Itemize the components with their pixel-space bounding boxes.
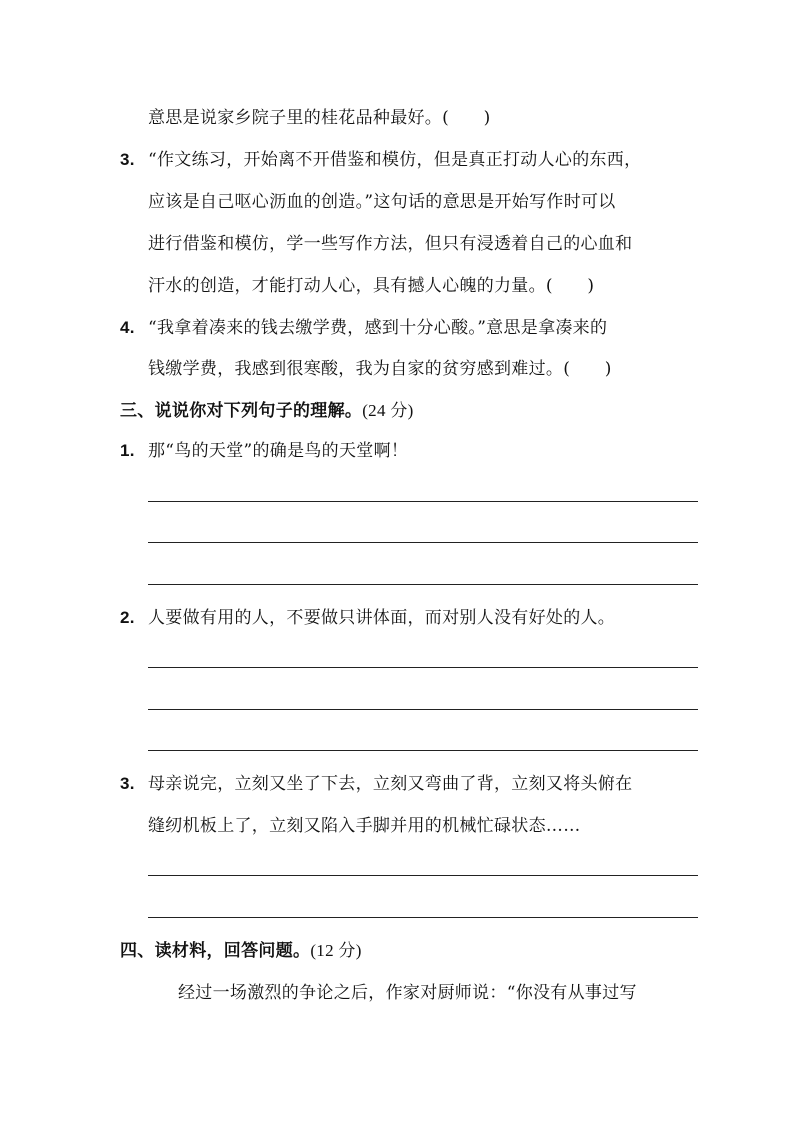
answer-line[interactable] bbox=[148, 709, 698, 710]
s3-item-1 bbox=[120, 439, 408, 463]
section-three-heading bbox=[120, 399, 414, 423]
question-number: 3. bbox=[120, 150, 135, 169]
question-text: 那“鸟的天堂”的确是鸟的天堂啊！ bbox=[148, 441, 409, 461]
s2-q3-line-3 bbox=[148, 232, 632, 256]
question-text: 缝纫机板上了，立刻又陷入手脚并用的机械忙碌状态…… bbox=[148, 816, 581, 836]
s3-item-3-line-1 bbox=[120, 772, 632, 796]
continuation-line bbox=[148, 106, 491, 130]
passage-line-1 bbox=[178, 981, 637, 1005]
s3-item-2 bbox=[120, 606, 615, 630]
question-text: 母亲说完，立刻又坐了下去，立刻又弯曲了背，立刻又将头俯在 bbox=[148, 774, 633, 794]
continuation-text: 意思是说家乡院子里的桂花品种最好。( ) bbox=[148, 108, 491, 128]
s2-q3-line-1 bbox=[120, 148, 641, 172]
passage-text: 经过一场激烈的争论之后，作家对厨师说：“你没有从事过写 bbox=[178, 983, 637, 1003]
question-text: “我拿着凑来的钱去缴学费，感到十分心酸。”意思是拿凑来的 bbox=[148, 318, 608, 338]
question-number: 1. bbox=[120, 441, 135, 460]
question-text: 人要做有用的人，不要做只讲体面，而对别人没有好处的人。 bbox=[148, 608, 616, 628]
section-score: (12 分) bbox=[310, 941, 362, 960]
s2-q4-line-1 bbox=[120, 316, 607, 340]
question-text: 进行借鉴和模仿，学一些写作方法，但只有浸透着自己的心血和 bbox=[148, 234, 633, 254]
answer-line[interactable] bbox=[148, 917, 698, 918]
question-text: “作文练习，开始离不开借鉴和模仿，但是真正打动人心的东西， bbox=[148, 150, 642, 170]
answer-line[interactable] bbox=[148, 875, 698, 876]
answer-line[interactable] bbox=[148, 542, 698, 543]
s2-q3-line-4 bbox=[148, 274, 594, 298]
s3-item-3-line-2 bbox=[148, 814, 581, 838]
question-text: 应该是自己呕心沥血的创造。”这句话的意思是开始写作时可以 bbox=[148, 192, 616, 212]
question-number: 2. bbox=[120, 608, 135, 627]
s2-q3-line-2 bbox=[148, 190, 616, 214]
s2-q4-line-2 bbox=[148, 357, 612, 381]
answer-line[interactable] bbox=[148, 667, 698, 668]
question-number: 3. bbox=[120, 774, 135, 793]
section-score: (24 分) bbox=[362, 401, 414, 420]
question-text: 钱缴学费，我感到很寒酸，我为自家的贫穷感到难过。( ) bbox=[148, 359, 612, 379]
section-title: 三、说说你对下列句子的理解。 bbox=[120, 401, 363, 421]
question-number: 4. bbox=[120, 318, 135, 337]
answer-line[interactable] bbox=[148, 501, 698, 502]
answer-line[interactable] bbox=[148, 750, 698, 751]
answer-line[interactable] bbox=[148, 584, 698, 585]
section-four-heading bbox=[120, 939, 362, 963]
section-title: 四、读材料，回答问题。 bbox=[120, 941, 311, 961]
question-text: 汗水的创造，才能打动人心，具有撼人心魄的力量。( ) bbox=[148, 276, 595, 296]
